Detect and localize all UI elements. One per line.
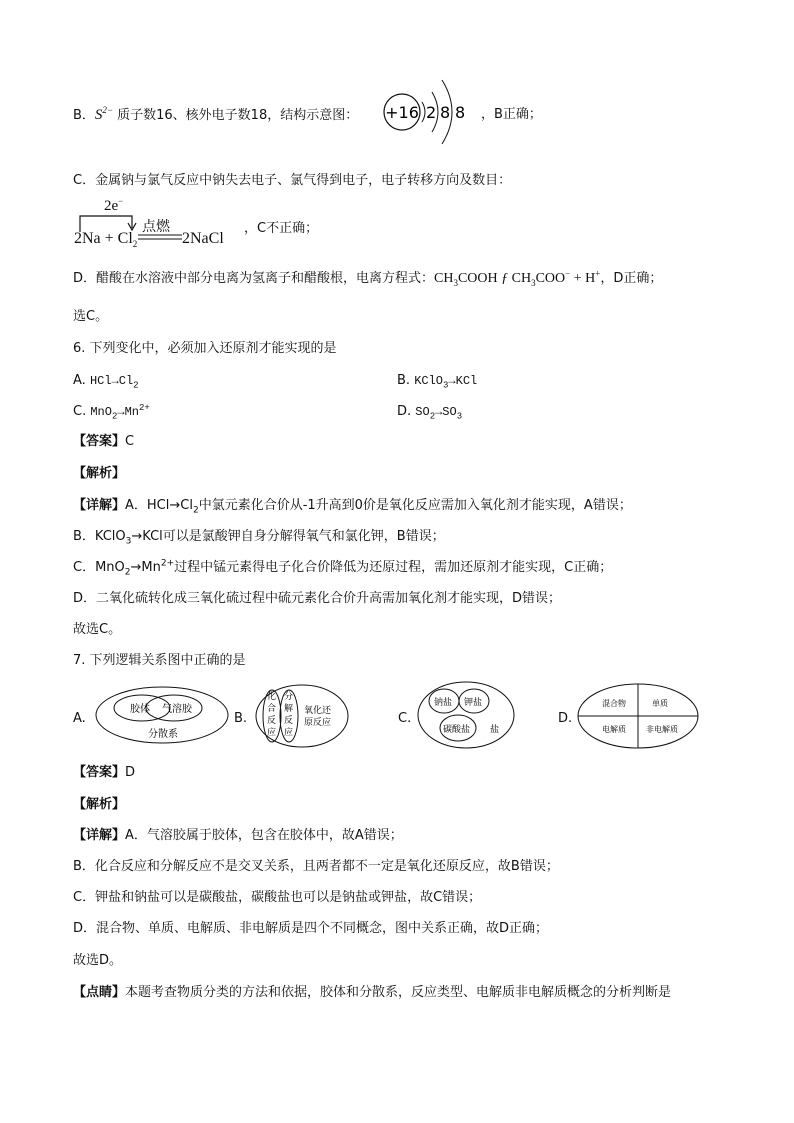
ionization-equation — [434, 268, 601, 288]
shell-2-count: 8 — [440, 103, 451, 122]
sulfide-ion — [95, 107, 113, 123]
potassium-salt-label: 钾盐 — [464, 698, 483, 708]
detail-a-text: A．气溶胶属于胶体，包含在胶体中，故A错误； — [125, 828, 403, 843]
combination-char-2: 合 — [267, 704, 277, 714]
item-b-text: 质子数16、核外电子数18，结构示意图： — [117, 108, 359, 123]
formula-rest: →KCl — [448, 374, 478, 388]
q7-detail-d: D．混合物、单质、电解质、非电解质是四个不同概念，图中关系正确，故D正确； — [73, 921, 549, 936]
q7-option-b-label: B. — [234, 711, 248, 726]
decomposition-char-2: 解 — [284, 704, 294, 714]
equation-right: 2NaCl — [182, 230, 224, 247]
option-formula — [90, 403, 150, 422]
shell-1-count: 2 — [426, 103, 437, 122]
q6-detail-c — [73, 559, 612, 577]
eq-right-sub: 3 — [531, 277, 536, 288]
formula-text: SO — [415, 405, 430, 419]
aerosol-label: 气溶胶 — [162, 704, 192, 715]
q6-option-c — [73, 403, 150, 421]
non-electrolyte-label: 非电解质 — [646, 725, 678, 734]
electron-transfer-arrow — [74, 212, 144, 232]
answer-value: C — [125, 434, 135, 449]
answer-label: 【答案】 — [73, 765, 126, 780]
q6-option-a — [73, 372, 139, 390]
electron-sign: − — [118, 196, 124, 206]
combination-char-1: 化 — [267, 692, 277, 702]
item-d-text: D．醋酸在水溶液中部分电离为氢离子和醋酸根，电离方程式： — [73, 271, 435, 286]
shell-arc-1 — [422, 102, 425, 122]
detail-a-sub: 2 — [192, 505, 199, 516]
shell-3-count: 8 — [455, 103, 466, 122]
detail-c-part2: →Mn — [130, 560, 161, 575]
q7-option-c-label: C. — [398, 711, 412, 726]
option-label: A. — [73, 373, 86, 388]
formula-sub2: 3 — [456, 411, 463, 422]
q7-diagram-a — [92, 684, 232, 746]
q6-conclusion: 故选C。 — [73, 622, 122, 637]
redox-label-1: 氧化还 — [304, 706, 332, 716]
detail-a-part1: A．HCl→Cl — [125, 498, 193, 513]
formula-text: HCl→Cl — [89, 374, 134, 388]
item-b-suffix: ，B正确； — [481, 107, 542, 122]
q7-detail-a — [73, 827, 403, 845]
carbonate-label: 碳酸盐 — [443, 725, 471, 735]
ion-charge: 2− — [102, 105, 113, 115]
detail-b-part1: B．KClO — [73, 529, 126, 544]
eq-right-rest: COO — [535, 271, 566, 286]
detail-label: 【详解】 — [73, 828, 126, 843]
formula-sub: 2 — [133, 380, 139, 391]
q7-detail-c: C．钾盐和钠盐可以是碳酸盐，碳酸盐也可以是钠盐或钾盐，故C错误； — [73, 890, 482, 905]
equation-left-text: 2Na + Cl — [74, 230, 133, 247]
q7-option-a-label: A. — [73, 711, 86, 726]
q7-diagram-d — [576, 682, 700, 750]
decomposition-char-4: 应 — [284, 728, 294, 738]
ion-base: S — [94, 107, 103, 123]
detail-b-part2: →KCl可以是氯酸钾自身分解得氧气和氯化钾，B错误； — [131, 529, 445, 544]
formula-sub: 2 — [111, 411, 118, 422]
option-formula — [89, 374, 139, 391]
option-label: D. — [397, 404, 412, 419]
detail-label: 【详解】 — [73, 498, 126, 513]
detail-c-part3: 过程中锰元素得电子化合价降低为还原过程，需加还原剂才能实现，C正确； — [174, 560, 613, 575]
q7-stem: 7. 下列逻辑关系图中正确的是 — [73, 653, 246, 668]
q7-comment — [73, 984, 671, 1002]
q6-option-d — [397, 403, 462, 421]
colloid-label: 胶体 — [130, 704, 150, 715]
item-d-line — [73, 270, 662, 288]
q6-detail-d: D．二氧化硫转化成三氧化硫过程中硫元素化合价升高需加氧化剂才能实现，D错误； — [73, 591, 562, 606]
eq-h-sup: + — [595, 268, 601, 279]
item-c-suffix: ，C不正确； — [244, 221, 319, 236]
eq-arrow: ƒ — [501, 271, 509, 286]
eq-right: CH — [511, 271, 532, 286]
answer-label: 【答案】 — [73, 434, 126, 449]
eq-left: CH — [434, 271, 454, 286]
formula-sup: 2+ — [138, 403, 150, 413]
formula-rest: →Mn — [117, 405, 139, 419]
redox-label-2: 原反应 — [304, 718, 332, 728]
q7-option-d-label: D. — [558, 711, 573, 726]
answer-value: D — [125, 765, 136, 780]
combination-char-4: 应 — [267, 728, 277, 738]
q7-analysis-label: 【解析】 — [73, 797, 126, 812]
salt-label: 盐 — [490, 725, 500, 735]
detail-c-sup: 2+ — [160, 558, 175, 569]
sulfide-structure-diagram — [378, 72, 478, 152]
detail-c-sub: 2 — [124, 567, 131, 578]
q5-choice: 选C。 — [73, 309, 109, 324]
option-formula — [414, 374, 478, 391]
sodium-salt-label: 钠盐 — [434, 698, 453, 708]
q7-answer — [73, 764, 135, 782]
decomposition-char-1: 分 — [284, 692, 294, 702]
formula-text: MnO — [90, 405, 112, 419]
equation-left-sub: 2 — [132, 239, 138, 250]
eq-plus: + H — [570, 271, 596, 286]
item-b-line — [73, 106, 358, 125]
q6-stem: 6. 下列变化中，必须加入还原剂才能实现的是 — [73, 341, 337, 356]
electrolyte-label: 电解质 — [602, 725, 626, 734]
comment-text: 本题考查物质分类的方法和依据，胶体和分散系，反应类型、电解质非电解质概念的分析判断是 — [125, 985, 672, 1000]
q6-detail-a — [73, 497, 632, 515]
comment-label: 【点睛】 — [73, 985, 126, 1000]
formula-sub: 2 — [429, 411, 436, 422]
detail-c-part1: C．MnO — [73, 560, 125, 575]
eq-left-sub: 3 — [453, 277, 458, 288]
formula-rest: →SO — [435, 405, 457, 419]
mixture-label: 混合物 — [602, 699, 626, 708]
reaction-condition: 点燃 — [142, 219, 170, 235]
electron-count-value: 2e — [104, 198, 119, 214]
q7-detail-b: B．化合反应和分解反应不是交叉关系，且两者都不一定是氧化还原反应，故B错误； — [73, 859, 559, 874]
eq-right-sup: − — [565, 268, 571, 279]
q6-detail-b — [73, 528, 445, 546]
option-label: C. — [73, 404, 87, 419]
detail-b-sub: 3 — [125, 536, 132, 547]
equation-left — [74, 230, 137, 248]
formula-text: KClO — [414, 374, 444, 388]
dispersion-label: 分散系 — [148, 729, 178, 740]
q6-answer — [73, 433, 134, 451]
item-c-line: C．金属钠与氯气反应中钠失去电子、氯气得到电子，电子转移方向及数目： — [73, 173, 512, 188]
detail-a-part2: 中氯元素化合价从-1升高到0价是氧化反应需加入氧化剂才能实现，A错误； — [198, 498, 632, 513]
option-formula — [415, 405, 463, 422]
element-label: 单质 — [652, 699, 668, 708]
q7-diagram-c — [414, 680, 520, 750]
item-c-equation — [74, 198, 244, 254]
salt-ellipse — [418, 682, 514, 748]
q7-diagram-b — [252, 682, 352, 750]
item-d-suffix: ，D正确； — [600, 271, 663, 286]
equals-sign — [138, 234, 182, 240]
eq-left-rest: COOH — [457, 271, 498, 286]
q7-conclusion: 故选D。 — [73, 953, 123, 968]
formula-sub: 3 — [443, 380, 449, 391]
item-b-prefix: B． — [73, 108, 95, 123]
combination-char-3: 反 — [267, 716, 277, 726]
decomposition-char-3: 反 — [284, 716, 294, 726]
q6-option-b — [397, 372, 477, 390]
nucleus-charge: +16 — [385, 103, 419, 122]
option-label: B. — [397, 373, 411, 388]
q6-analysis-label: 【解析】 — [73, 466, 126, 481]
